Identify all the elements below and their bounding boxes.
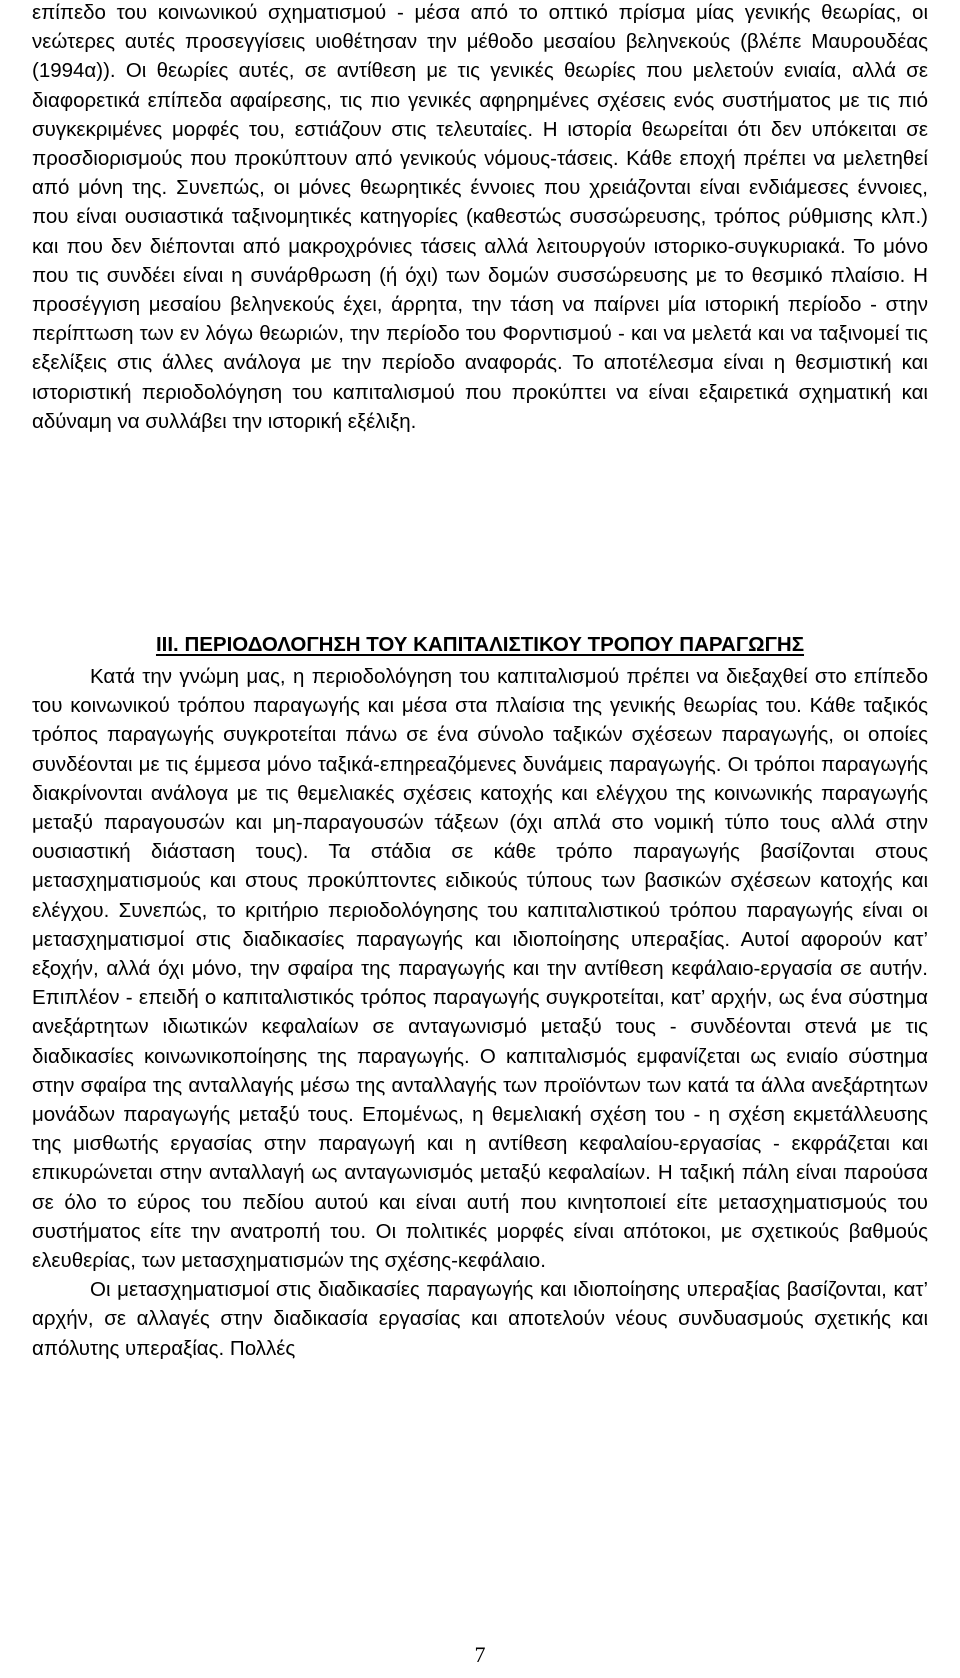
section-paragraph-1: Κατά την γνώμη μας, η περιοδολόγηση του καπιταλισμού πρέπει να διεξαχθεί στο επίπεδο του κοινωνικού τρόπου παραγωγής και μέσα στα πλαίσια της γενικής θεωρίας του. Κάθε ταξικός τρόπος παραγωγής συγκροτείται πάνω σε ένα σύνολο ταξικών σχέσεων παραγωγής, οι οποίες συνδέονται με τις έμμεσα μόνο ταξικά-επηρεαζόμενες δυνάμεις παραγωγής. Οι τρόποι παραγωγής διακρίνονται ανάλογα με τις θεμελιακές σχέσεις κατοχής και ελέγχου της κοινωνικής παραγωγής μεταξύ παραγουσών και μη-παραγουσών τάξεων (όχι απλά στο νομική τύπο τους αλλά στην ουσιαστική διάσταση τους). Τα στάδια σε κάθε τρόπο παραγωγής βασίζονται στους μετασχηματισμούς και στους προκύπτοντες ειδικούς τύπους των βασικών σχέσεων κατοχής και ελέγχου. Συνεπώς, το κριτήριο περιοδολόγησης του καπιταλιστικού τρόπου παραγωγής είναι οι μετασχηματισμοί στις διαδικασίες παραγωγής και ιδιοποίησης υπεραξίας. Αυτοί αφορούν κατ’ εξοχήν, αλλά όχι μόνο, την σφαίρα της παραγωγής και την αντίθεση κεφάλαιο-εργασία σε αυτήν. Επιπλέον - επειδή ο καπιταλιστικός τρόπος παραγωγής συγκροτείται, κατ’ αρχήν, ως ένα σύστημα ανεξάρτητων ιδιωτικών κεφαλαίων σε ανταγωνισμό μεταξύ τους - συνδέονται στενά με τις διαδικασίες κοινωνικοποίησης της παραγωγής. Ο καπιταλισμός εμφανίζεται ως ενιαίο σύστημα στην σφαίρα της ανταλλαγής μέσω της ανταλλαγής των προϊόντων των κατά τα άλλα ανεξάρτητων μονάδων παραγωγής μεταξύ τους. Επομένως, η θεμελιακή σχέση του - η σχέση εκμετάλλευσης της μισθωτής εργασίας στην παραγωγή και η αντίθεση κεφαλαίου-εργασίας - εκφράζεται και επικυρώνεται στην ανταλλαγή ως ανταγωνισμός μεταξύ κεφαλαίων. Η ταξική πάλη είναι παρούσα σε όλο το εύρος του πεδίου αυτού και είναι αυτή που κινητοποιεί είτε μετασχηματισμούς του συστήματος είτε την ανατροπή του. Οι πολιτικές μορφές είναι απότοκοι, με σχετικούς βαθμούς ελευθερίας, των μετασχηματισμών της σχέσης-κεφάλαιο. — [32, 665, 928, 1273]
section-body — [32, 662, 928, 1363]
section-heading-wrap — [32, 630, 928, 659]
intro-text-block — [32, 0, 928, 436]
section-heading: III. ΠΕΡΙΟΔΟΛΟΓΗΣΗ ΤΟΥ ΚΑΠΙΤΑΛΙΣΤΙΚΟΥ ΤΡΟΠΟΥ ΠΑΡΑΓΩΓΗΣ — [155, 633, 805, 656]
section-paragraph-2: Οι μετασχηματισμοί στις διαδικασίες παραγωγής και ιδιοποίησης υπεραξίας βασίζονται, κατ’ αρχήν, σε αλλαγές στην διαδικασία εργασίας και αποτελούν νέους συνδυασμούς σχετικής και απόλυτης υπεραξίας. Πολλές — [32, 1278, 928, 1360]
page-number: 7 — [474, 1642, 486, 1667]
intro-paragraph: επίπεδο του κοινωνικού σχηματισμού - μέσα από το οπτικό πρίσμα μίας γενικής θεωρίας, οι νεώτερες αυτές προσεγγίσεις υιοθέτησαν την μέθοδο μεσαίου βεληνεκούς (βλέπε Μαυρουδέας (1994α)). Οι θεωρίες αυτές, σε αντίθεση με τις γενικές θεωρίες που μελετούν ενιαία, αλλά σε διαφορετικά επίπεδα αφαίρεσης, τις πιο γενικές αφηρημένες σχέσεις ενός συστήματος με τις πιό συγκεκριμένες μορφές του, εστιάζουν στις τελευταίες. Η ιστορία θεωρείται ότι δεν υπόκειται σε προσδιορισμούς που προκύπτουν από γενικούς νόμους-τάσεις. Κάθε εποχή πρέπει να μελετηθεί από μόνη της. Συνεπώς, οι μόνες θεωρητικές έννοιες που χρειάζονται είναι ενδιάμεσες έννοιες, που είναι ουσιαστικά ταξινομητικές κατηγορίες (καθεστώς συσσώρευσης, τρόπος ρύθμισης κλπ.) και που δεν διέπονται από μακροχρόνιες τάσεις αλλά λειτουργούν ιστορικο-συγκυριακά. Το μόνο που τις συνδέει είναι η συνάρθρωση (ή όχι) των δομών συσσώρευσης με το θεσμικό πλαίσιο. Η προσέγγιση μεσαίου βεληνεκούς έχει, άρρητα, την τάση να παίρνει μία ιστορική περίοδο - στην περίπτωση των εν λόγω θεωριών, την περίοδο του Φορντισμού - και να μελετά και να ταξινομεί τις εξελίξεις στις άλλες ανάλογα με την περίοδο αναφοράς. Το αποτέλεσμα είναι η θεσμιστική και ιστοριστική περιοδολόγηση του καπιταλισμού που προκύπτει να είναι εξαιρετικά σχηματική και αδύναμη να συλλάβει την ιστορική εξέλιξη. — [32, 1, 928, 433]
